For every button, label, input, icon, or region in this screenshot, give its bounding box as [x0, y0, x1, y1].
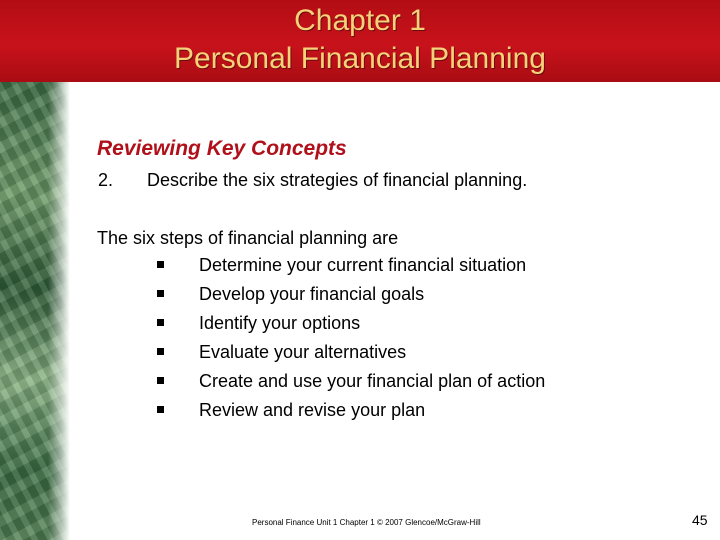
question-number: 2.	[98, 170, 114, 190]
step-text: Create and use your financial plan of action	[199, 371, 546, 391]
money-image	[0, 82, 70, 540]
question-text: Describe the six strategies of financial planning.	[147, 170, 528, 190]
square-bullet-icon	[157, 377, 164, 384]
square-bullet-icon	[157, 261, 164, 268]
square-bullet-icon	[157, 348, 164, 355]
step-text: Evaluate your alternatives	[199, 342, 407, 362]
slide-title	[0, 2, 720, 78]
footer-credit: Personal Finance Unit 1 Chapter 1 © 2007 Glencoe/McGraw-Hill	[252, 518, 481, 527]
square-bullet-icon	[157, 319, 164, 326]
section-subtitle: Reviewing Key Concepts	[97, 137, 347, 160]
step-text: Review and revise your plan	[199, 400, 426, 420]
step-text: Determine your current financial situation	[199, 255, 527, 275]
title-line-2: Personal Financial Planning	[174, 42, 546, 75]
square-bullet-icon	[157, 290, 164, 297]
steps-intro: The six steps of financial planning are	[97, 228, 399, 248]
page-number: 45	[692, 512, 708, 528]
title-banner	[0, 0, 720, 82]
step-text: Develop your financial goals	[199, 284, 425, 304]
step-text: Identify your options	[199, 313, 361, 333]
title-line-1: Chapter 1	[294, 4, 426, 37]
square-bullet-icon	[157, 406, 164, 413]
